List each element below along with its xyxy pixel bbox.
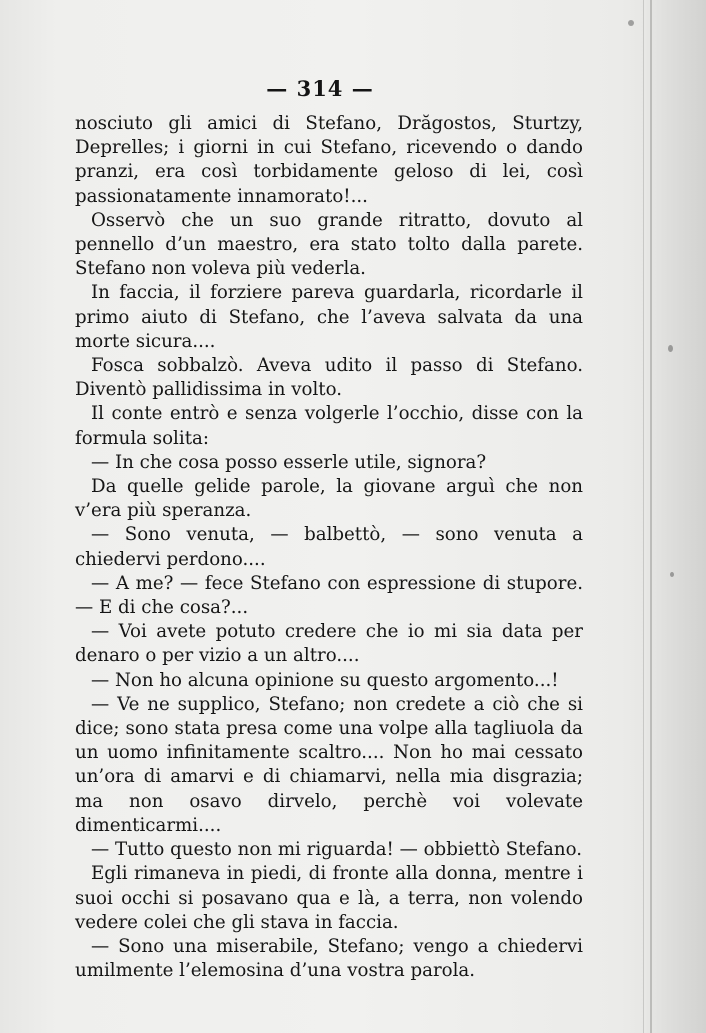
paragraph: Fosca sobbalzò. Aveva udito il passo di Stefano. Diventò pallidissima in volto. xyxy=(75,355,583,401)
body-text xyxy=(75,112,583,983)
paragraph: nosciuto gli amici di Stefano, Drăgostos, Sturtzy, Deprelles; i giorni in cui Stefano, ricevendo o dando pranzi, era così torbidamente geloso di lei, così passionatamente innamorato!... xyxy=(75,113,583,207)
dialogue-line: — Sono venuta, — balbettò, — sono venuta a chiedervi perdono.... xyxy=(75,524,583,570)
paragraph: In faccia, il forziere pareva guardarla, ricordarle il primo aiuto di Stefano, che l’aveva salvata da una morte sicura.... xyxy=(75,282,583,352)
binding-edge xyxy=(650,0,652,1033)
dialogue-line: — Non ho alcuna opinione su questo argomento...! xyxy=(91,669,559,691)
dialogue-line: — Voi avete potuto credere che io mi sia data per denaro o per vizio a un altro.... xyxy=(75,621,583,667)
paragraph: Il conte entrò e senza volgerle l’occhio, disse con la formula solita: xyxy=(75,403,583,449)
dialogue-line: — In che cosa posso esserle utile, signora? xyxy=(91,451,487,473)
dialogue-line: — A me? — fece Stefano con espressione di stupore. — E di che cosa?... xyxy=(75,572,583,619)
page-number: — 314 — xyxy=(266,76,374,101)
dialogue-line: — Ve ne supplico, Stefano; non credete a ciò che si dice; sono stata presa come una volpe alla tagliuola da un uomo infinitamente scaltro.... Non ho mai cessato un’ora di amarvi e di chiamarvi, nella mia disgrazia; ma non osavo dirvelo, perchè voi volevate dimenticarmi.... xyxy=(75,693,583,836)
paragraph: Osservò che un suo grande ritratto, dovuto al pennello d’un maestro, era stato tolto dalla parete. Stefano non voleva più vederla. xyxy=(75,209,583,280)
paragraph: Da quelle gelide parole, la giovane arguì che non v’era più speranza. xyxy=(75,476,583,522)
dialogue-line: — Sono una miserabile, Stefano; vengo a chiedervi umilmente l’elemosina d’una vostra parola. xyxy=(75,935,583,982)
ink-speck xyxy=(628,20,634,26)
dialogue-line: — Tutto questo non mi riguarda! — obbiettò Stefano. xyxy=(91,839,583,861)
paragraph: Egli rimaneva in piedi, di fronte alla donna, mentre i suoi occhi si posavano qua e là, a terra, non volendo vedere colei che gli stava in faccia. xyxy=(75,863,583,933)
ink-speck xyxy=(670,572,674,577)
ink-speck xyxy=(668,345,673,352)
page-fold-shadow xyxy=(643,0,706,1033)
